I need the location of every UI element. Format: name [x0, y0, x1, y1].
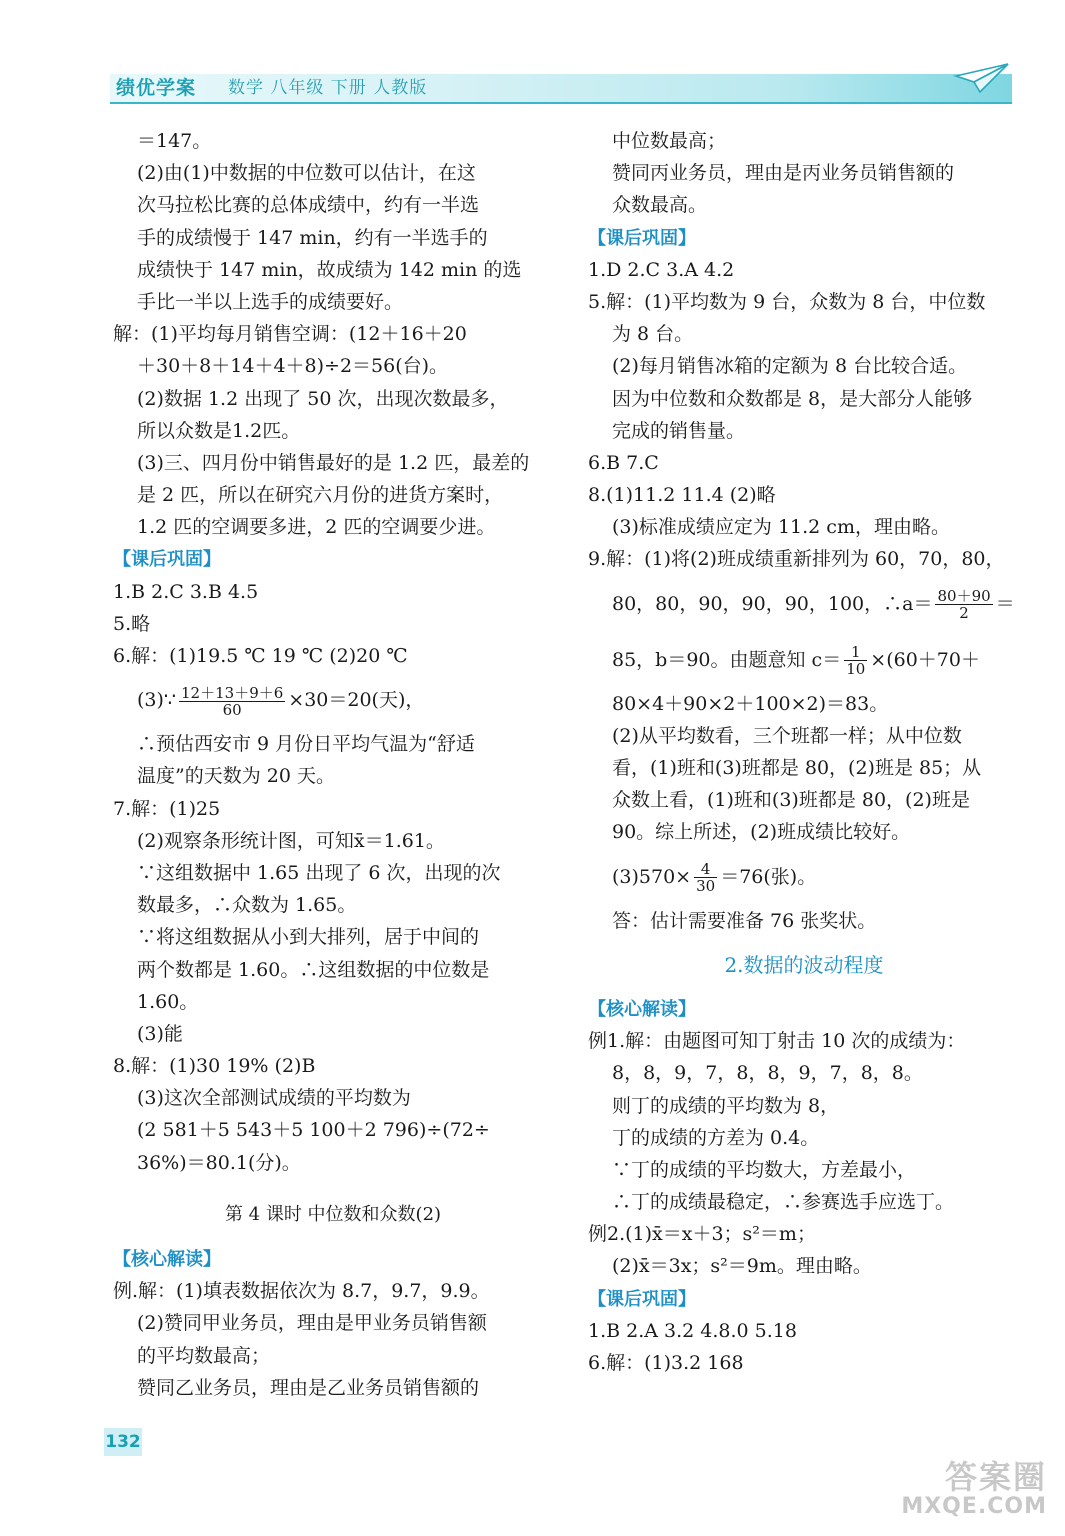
text-line: (2)x̄＝3x；s²＝9m。理由略。 — [612, 1255, 872, 1278]
answer-line: 例.解：(1)填表数据依次为 8.7，9.7，9.9。 — [113, 1280, 490, 1303]
text-line: 所以众数是1.2匹。 — [137, 419, 301, 442]
text-fragment: (3)570× — [612, 865, 692, 888]
answer-line: 例2.(1)x̄＝x＋3；s²＝m； — [588, 1223, 816, 1246]
chapter-title: 2.数据的波动程度 — [724, 952, 884, 977]
text-line: 为 8 台。 — [612, 323, 694, 346]
fraction-denominator: 30 — [696, 877, 716, 896]
brand-logo: 绩优学案 — [116, 77, 197, 99]
text-line: ＝147。 — [137, 130, 212, 152]
page-header — [110, 70, 1012, 104]
section-heading: 【课后巩固】 — [113, 549, 221, 571]
fraction-denominator: 10 — [846, 660, 866, 679]
answer-line: 1.B 2.C 3.B 4.5 — [113, 580, 259, 603]
answer-line: 1.D 2.C 3.A 4.2 — [588, 258, 735, 281]
text-line: ∵将这组数据从小到大排列，居于中间的 — [137, 926, 480, 949]
text-fragment: (3)∵ — [137, 689, 177, 712]
text-line: (2)赞同甲业务员，理由是甲业务员销售额 — [137, 1312, 487, 1335]
fraction — [935, 588, 992, 621]
example-2-line — [113, 318, 553, 350]
text-line: 解：(1)平均每月销售空调：(12＋16＋20 — [113, 323, 467, 346]
fraction-numerator: 1 — [844, 644, 867, 661]
text-line: 答：估计需要准备 76 张奖状。 — [612, 909, 877, 932]
answer-line: 5.解：(1)平均数为 9 台，众数为 8 台，中位数 — [588, 290, 986, 313]
section-heading: 【课后巩固】 — [588, 227, 696, 249]
text-line: 因为中位数和众数都是 8，是大部分人能够 — [612, 387, 973, 410]
fraction — [179, 685, 285, 718]
section-heading: 【核心解读】 — [113, 1249, 221, 1270]
text-line: 赞同丙业务员，理由是丙业务员销售额的 — [612, 162, 955, 185]
watermark-text: 答案圈 — [944, 1458, 1047, 1496]
answer-line: 7.解：(1)25 — [113, 797, 221, 820]
text-line: (2)观察条形统计图，可知x̄＝1.61。 — [137, 829, 445, 852]
text-line: 是 2 匹，所以在研究六月份的进货方案时， — [137, 484, 504, 507]
text-line: 手的成绩慢于 147 min，约有一半选手的 — [137, 226, 488, 249]
text-line: 完成的销售量。 — [612, 419, 746, 442]
fraction-line — [588, 632, 1020, 688]
text-fragment: ＝ — [995, 592, 1015, 615]
text-fragment: ×30＝20(天)， — [288, 689, 425, 712]
text-line: 两个数都是 1.60。∴这组数据的中位数是 — [137, 958, 490, 981]
section-heading: 【核心解读】 — [588, 998, 696, 1020]
answer-line: 6.解：(1)19.5 ℃ 19 ℃ (2)20 ℃ — [113, 645, 408, 667]
text-line: (3)三、四月份中销售最好的是 1.2 匹，最差的 — [137, 451, 530, 474]
fraction — [694, 861, 717, 894]
subject-line: 数学 八年级 下册 人教版 — [228, 78, 428, 98]
right-column — [588, 125, 1020, 1379]
left-column — [113, 125, 553, 1404]
text-fragment: 80，80，90，90，90，100，∴a＝ — [612, 592, 933, 615]
text-line: ∵这组数据中 1.65 出现了 6 次，出现的次 — [137, 861, 501, 884]
answer-line: 8.(1)11.2 11.4 (2)略 — [588, 484, 776, 507]
answer-line: 例1.解：由题图可知丁射击 10 次的成绩为： — [588, 1030, 966, 1053]
text-line: 中位数最高； — [612, 130, 727, 152]
text-line: (2)由(1)中数据的中位数可以估计，在这 — [137, 162, 476, 185]
text-line: (3)这次全部测试成绩的平均数为 — [137, 1087, 411, 1110]
fraction-line — [113, 672, 553, 728]
answer-line: 6.B 7.C — [588, 451, 659, 474]
fraction-numerator: 4 — [694, 861, 717, 878]
text-line: 次马拉松比赛的总体成绩中，约有一半选 — [137, 194, 480, 217]
text-line: 成绩快于 147 min，故成绩为 142 min 的选 — [137, 258, 522, 281]
text-line: ∴丁的成绩最稳定，∴参赛选手应选丁。 — [612, 1191, 955, 1214]
answer-line: 9.解：(1)将(2)班成绩重新排列为 60，70，80， — [588, 548, 1005, 571]
paper-plane-icon — [952, 58, 1012, 98]
watermark — [880, 1452, 1055, 1528]
text-line: (3)标准成绩应定为 11.2 cm，理由略。 — [612, 516, 950, 539]
watermark-url: MXQE.COM — [901, 1494, 1047, 1519]
lesson-title: 第 4 课时 中位数和众数(2) — [224, 1203, 442, 1225]
text-line: 90。综上所述，(2)班成绩比较好。 — [612, 821, 911, 844]
text-line: 温度”的天数为 20 天。 — [137, 765, 335, 788]
page-number: 132 — [104, 1428, 142, 1456]
fraction-line — [588, 576, 1020, 632]
text-fragment: ×(60＋70＋ — [870, 648, 980, 671]
text-line: ∴预估西安市 9 月份日平均气温为“舒适 — [137, 733, 475, 756]
answer-line: 1.B 2.A 3.2 4.8.0 5.18 — [588, 1319, 797, 1342]
text-line: 的平均数最高； — [137, 1344, 271, 1367]
text-line: 1.2 匹的空调要多进，2 匹的空调要少进。 — [137, 516, 496, 539]
fraction — [844, 644, 867, 677]
text-line: (2)数据 1.2 出现了 50 次，出现次数最多， — [137, 387, 509, 410]
text-line: 众数上看，(1)班和(3)班都是 80，(2)班是 — [612, 789, 970, 812]
text-line: 则丁的成绩的平均数为 8， — [612, 1094, 840, 1117]
text-fragment: 85，b＝90。由题意知 c＝ — [612, 648, 842, 671]
fraction-numerator: 80＋90 — [937, 587, 991, 606]
answer-line: 8.解：(1)30 19% (2)B — [113, 1055, 316, 1078]
text-line: 手比一半以上选手的成绩要好。 — [137, 290, 404, 313]
text-line: 赞同乙业务员，理由是乙业务员销售额的 — [137, 1376, 480, 1399]
text-line: (2 581＋5 543＋5 100＋2 796)÷(72÷ — [137, 1119, 490, 1142]
section-heading: 【课后巩固】 — [588, 1288, 696, 1310]
fraction-denominator: 60 — [222, 700, 242, 719]
answer-line: 6.解：(1)3.2 168 — [588, 1352, 744, 1374]
text-line: ＋30＋8＋14＋4＋8)÷2＝56(台)。 — [137, 355, 449, 378]
text-line: 看，(1)班和(3)班都是 80，(2)班是 85；从 — [612, 757, 982, 779]
fraction-line — [588, 849, 1020, 905]
text-line: 36%)＝80.1(分)。 — [137, 1151, 301, 1174]
text-line: (3)能 — [137, 1022, 183, 1045]
fraction-numerator: 12＋13＋9＋6 — [181, 683, 284, 702]
fraction-denominator: 2 — [959, 604, 969, 623]
text-line: 80×4＋90×2＋100×2)＝83。 — [612, 692, 889, 715]
text-fragment: ＝76(张)。 — [720, 865, 817, 888]
text-line: 众数最高。 — [612, 194, 708, 217]
header-rule — [110, 102, 1012, 104]
text-line: 8，8，9，7，8，8，9，7，8，8。 — [612, 1062, 923, 1085]
text-line: (2)每月销售冰箱的定额为 8 台比较合适。 — [612, 355, 968, 378]
text-line: 丁的成绩的方差为 0.4。 — [612, 1126, 820, 1149]
answer-line: 5.略 — [113, 612, 151, 635]
text-line: (2)从平均数看，三个班都一样；从中位数 — [612, 724, 962, 747]
text-line: ∵丁的成绩的平均数大，方差最小， — [612, 1158, 917, 1181]
text-line: 数最多，∴众数为 1.65。 — [137, 894, 357, 917]
text-line: 1.60。 — [137, 990, 199, 1013]
